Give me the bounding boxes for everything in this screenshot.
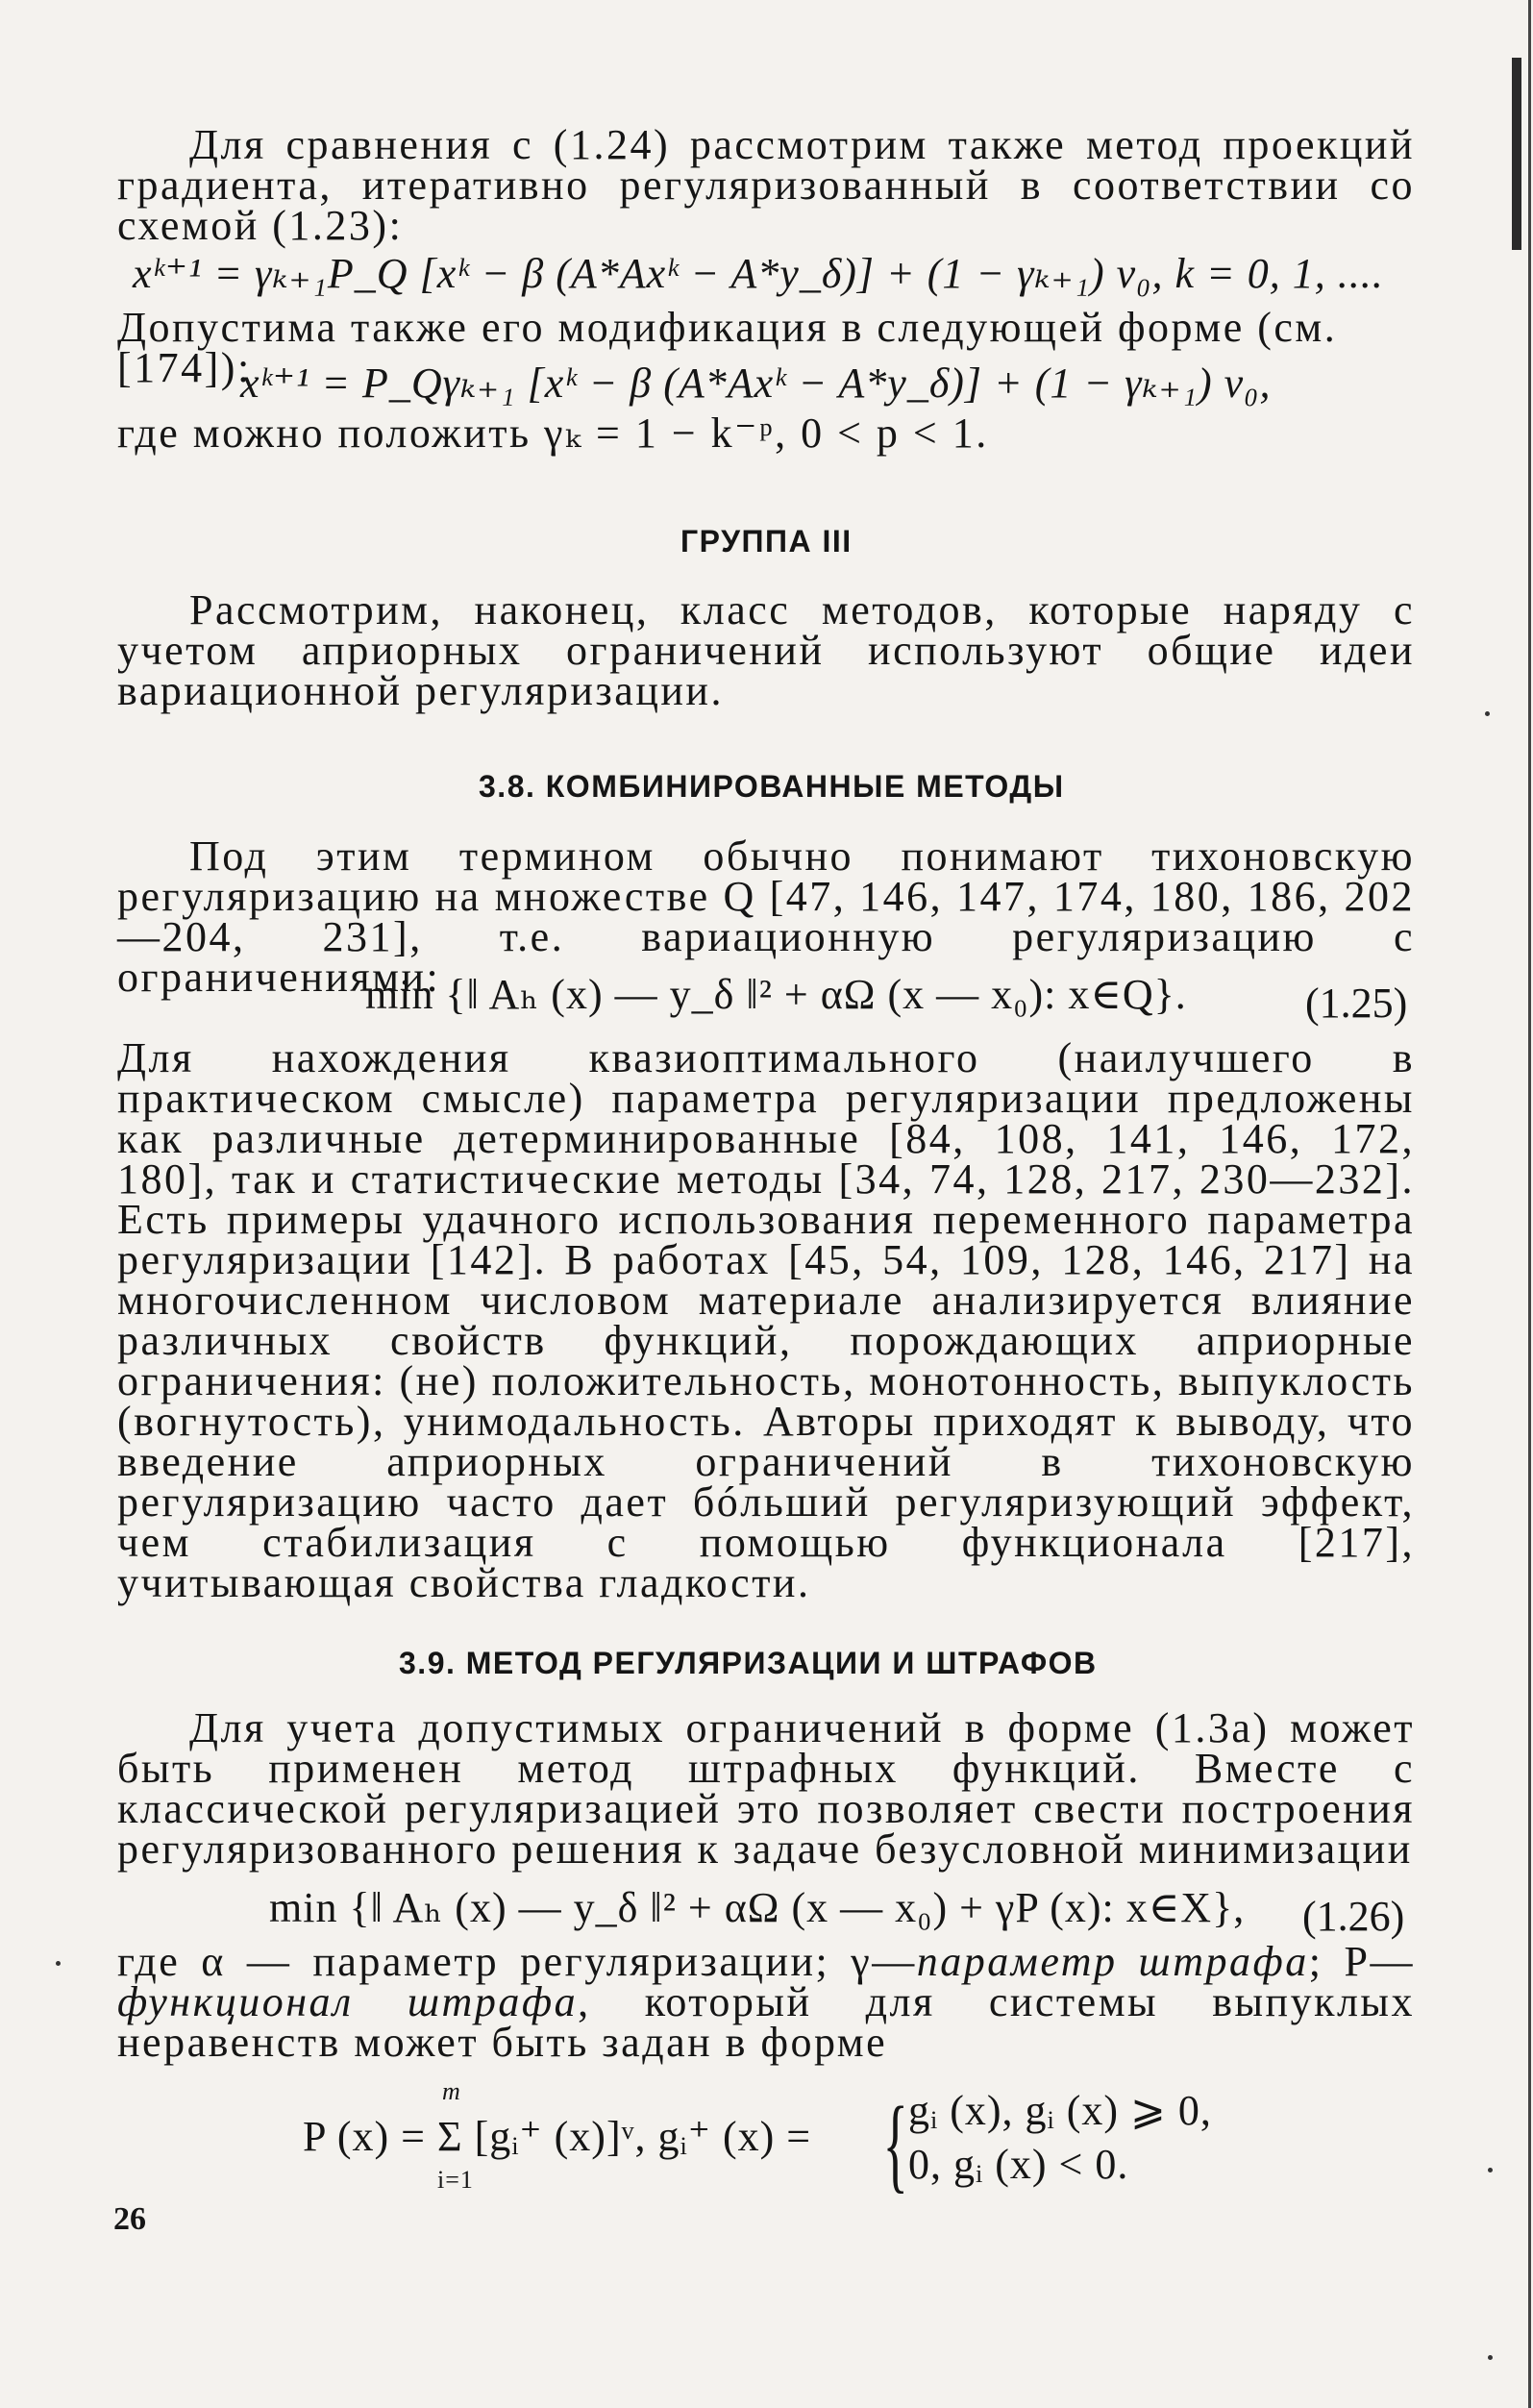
- equation-1-25-number: (1.25): [1305, 980, 1408, 1027]
- p2-part-e: , который для системы выпуклых неравенств может быть задан в форме: [117, 1978, 1415, 2066]
- section-3-9-paragraph-2: [117, 1938, 1415, 2066]
- penalty-functional-term: функционал штрафа: [117, 1978, 579, 2025]
- equation-1-26-number: (1.26): [1302, 1893, 1405, 1940]
- formula-2: xᵏ⁺¹ = P_Qγₖ₊₁ [xᵏ − β (A*Axᵏ − A*y_δ)] + (1 − γₖ₊₁) v₀,: [240, 360, 1272, 407]
- section-3-9-paragraph-1: Для учета допустимых ограничений в форме (1.3а) может быть применен метод штрафных функций. Вместе с классической регуляризацией это позволяет свести построения регуляризованного решения к задаче безусловной минимизации: [117, 1704, 1415, 1873]
- section-3-8-paragraph-2: Для нахождения квазиоптимального (наилучшего в практическом смысле) параметра регуляризации предложены как различные детерминированные [84, 108, 141, 146, 172, 180], так и статистические методы [34, 74, 128, 217, 230—232]. Есть примеры удачного использования переменного параметра регуляризации [142]. В работах [45, 54, 109, 128, 146, 217] на многочисленном числовом материале анализируется влияние различных свойств функций, порождающих априорные ограничения: (не) положительность, монотонность, выпуклость (вогнутость), унимодальность. Авторы приходят к выводу, что введение априорных ограничений в тихоновскую регуляризацию часто дает бóльший регуляризующий эффект, чем стабилизация с помощью функционала [217], учитывающая свойства гладкости.: [117, 1034, 1415, 1606]
- scan-edge-line: [1528, 0, 1531, 2408]
- scan-edge-mark: [1512, 58, 1521, 250]
- penalty-parameter-term: параметр штрафа: [916, 1938, 1309, 1985]
- cases-brace: {: [882, 2085, 909, 2202]
- sum-lower-limit: i=1: [437, 2166, 474, 2194]
- case-positive: gᵢ (x), gᵢ (x) ⩾ 0,: [908, 2087, 1212, 2134]
- equation-1-25: min {‖ Aₕ (x) — y_δ ‖² + αΩ (x — x₀): x∈Q}.: [365, 971, 1187, 1018]
- scan-speck: [1488, 2168, 1493, 2172]
- formula-2-note: где можно положить γₖ = 1 − k⁻ᵖ, 0 < p < 1.: [117, 410, 989, 457]
- intro-paragraph: Для сравнения с (1.24) рассмотрим также метод проекций градиента, итеративно регуляризованный в соответствии со схемой (1.23):: [117, 121, 1415, 249]
- p2-part-c: ; P—: [1308, 1938, 1415, 1985]
- scan-speck: [1488, 2355, 1493, 2360]
- equation-1-26: min {‖ Aₕ (x) — y_δ ‖² + αΩ (x — x₀) + γP (x): x∈X},: [269, 1884, 1246, 1931]
- group-3-paragraph: Рассмотрим, наконец, класс методов, которые наряду с учетом априорных ограничений используют общие идеи вариационной регуляризации.: [117, 586, 1415, 714]
- sum-upper-limit: m: [442, 2077, 461, 2105]
- section-3-8-paragraph-1: Под этим термином обычно понимают тихоновскую регуляризацию на множестве Q [47, 146, 147, 174, 180, 186, 202—204, 231], т.е. вариационную регуляризацию с ограничениями:: [117, 832, 1415, 1001]
- modification-text: Допустима также его модификация в следующей форме (см. [174]):: [117, 304, 1338, 391]
- case-negative: 0, gᵢ (x) < 0.: [908, 2141, 1129, 2188]
- section-3-9-heading: 3.9. МЕТОД РЕГУЛЯРИЗАЦИИ И ШТРАФОВ: [399, 1646, 1098, 1680]
- group-3-heading: ГРУППА III: [680, 524, 853, 559]
- scan-speck: [56, 1961, 61, 1966]
- page-number: 26: [113, 2201, 146, 2237]
- formula-1: xᵏ⁺¹ = γₖ₊₁P_Q [xᵏ − β (A*Axᵏ − A*y_δ)] + (1 − γₖ₊₁) v₀, k = 0, 1, ....: [133, 250, 1384, 297]
- p2-part-a: где α — параметр регуляризации; γ—: [117, 1938, 917, 1985]
- section-3-8-heading: 3.8. КОМБИНИРОВАННЫЕ МЕТОДЫ: [479, 769, 1065, 804]
- penalty-formula-left: P (x) = Σ [gᵢ⁺ (x)]ᵛ, gᵢ⁺ (x) =: [303, 2113, 812, 2160]
- scan-speck: [1485, 711, 1490, 716]
